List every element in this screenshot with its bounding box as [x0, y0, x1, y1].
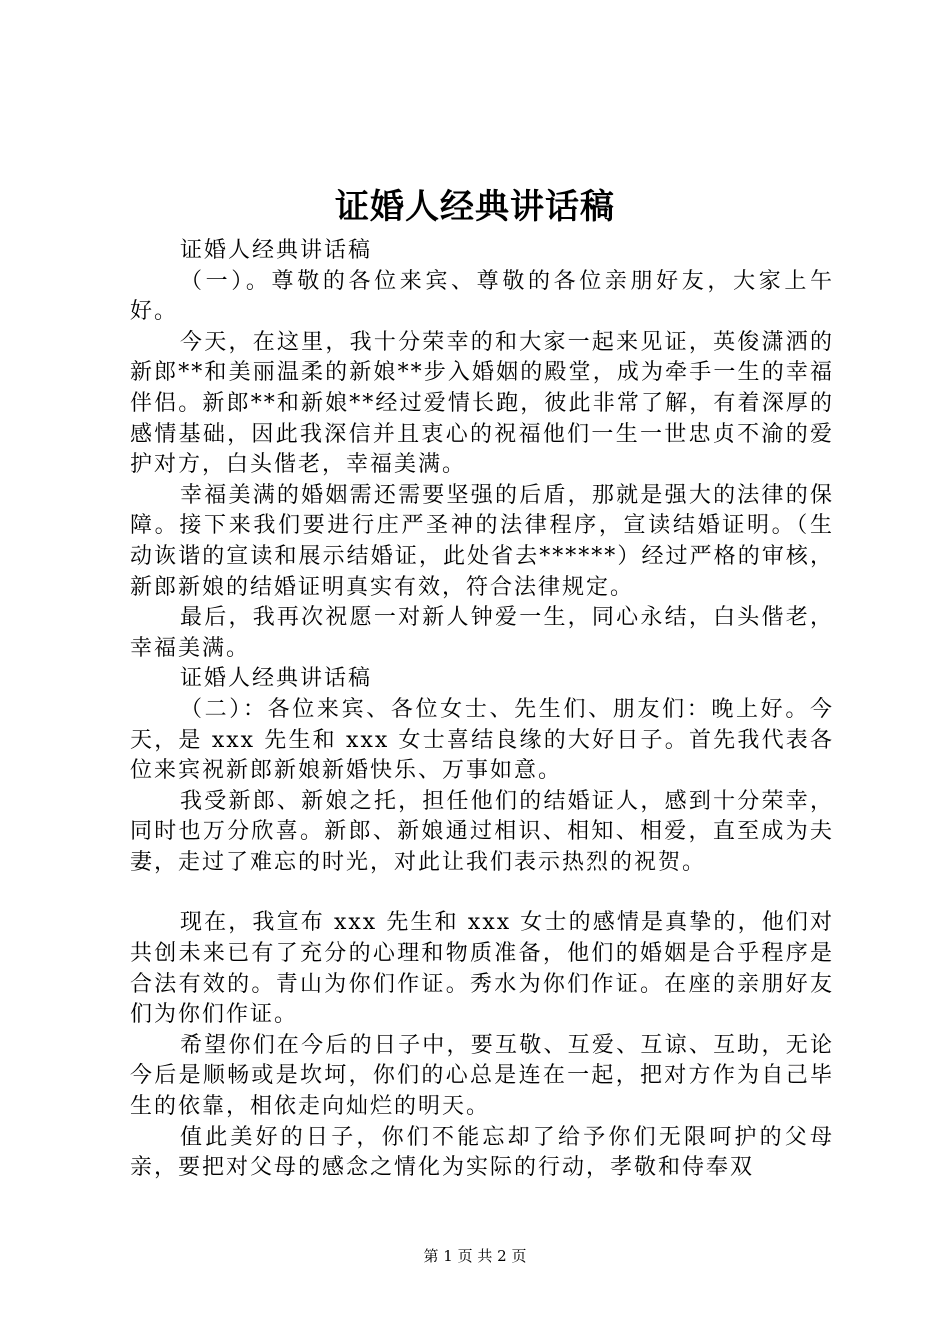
document-title: 证婚人经典讲话稿	[335, 187, 615, 227]
section-heading: 证婚人经典讲话稿	[180, 666, 373, 692]
paragraph: 现在，我宣布 xxx 先生和 xxx 女士的感情是真挚的，他们对共创未来已有了充分的心理和物质准备，他们的婚姻是合乎程序是合法有效的。青山为你们作证。秀水为你们作证。在座的亲朋好友们为你们作证。	[130, 910, 834, 1028]
document-body	[130, 236, 834, 1184]
paragraph: 最后，我再次祝愿一对新人钟爱一生，同心永结，白头偕老，幸福美满。	[130, 605, 834, 661]
paragraph: 幸福美满的婚姻需还需要坚强的后盾，那就是强大的法律的保障。接下来我们要进行庄严圣神的法律程序，宣读结婚证明。（生动诙谐的宣读和展示结婚证，此处省去******）经过严格的审核，新郎新娘的结婚证明真实有效，符合法律规定。	[130, 482, 834, 600]
page-footer: 第 1 页 共 2 页	[423, 1247, 527, 1265]
paragraph: 我受新郎、新娘之托，担任他们的结婚证人，感到十分荣幸，同时也万分欣喜。新郎、新娘通过相识、相知、相爱，直至成为夫妻，走过了难忘的时光，对此让我们表示热烈的祝贺。	[130, 788, 834, 875]
paragraph: 值此美好的日子，你们不能忘却了给予你们无限呵护的父母亲，要把对父母的感念之情化为实际的行动，孝敬和侍奉双	[130, 1124, 834, 1181]
paragraph: （二）：各位来宾、各位女士、先生们、朋友们：晚上好。今天，是 xxx 先生和 xxx 女士喜结良缘的大好日子。首先我代表各位来宾祝新郎新娘新婚快乐、万事如意。	[130, 696, 834, 784]
paragraph: 希望你们在今后的日子中，要互敬、互爱、互谅、互助，无论今后是顺畅或是坎坷，你们的心总是连在一起，把对方作为自己毕生的依靠，相依走向灿烂的明天。	[130, 1032, 834, 1120]
section-heading: 证婚人经典讲话稿	[180, 238, 373, 263]
paragraph: 今天，在这里，我十分荣幸的和大家一起来见证，英俊潇洒的新郎**和美丽温柔的新娘**步入婚姻的殿堂，成为牵手一生的幸福伴侣。新郎**和新娘**经过爱情长跑，彼此非常了解，有着深厚的感情基础，因此我深信并且衷心的祝福他们一生一世忠贞不渝的爱护对方，白头偕老，幸福美满。	[130, 329, 834, 478]
paragraph: （一）。尊敬的各位来宾、尊敬的各位亲朋好友，大家上午好。	[130, 268, 834, 325]
